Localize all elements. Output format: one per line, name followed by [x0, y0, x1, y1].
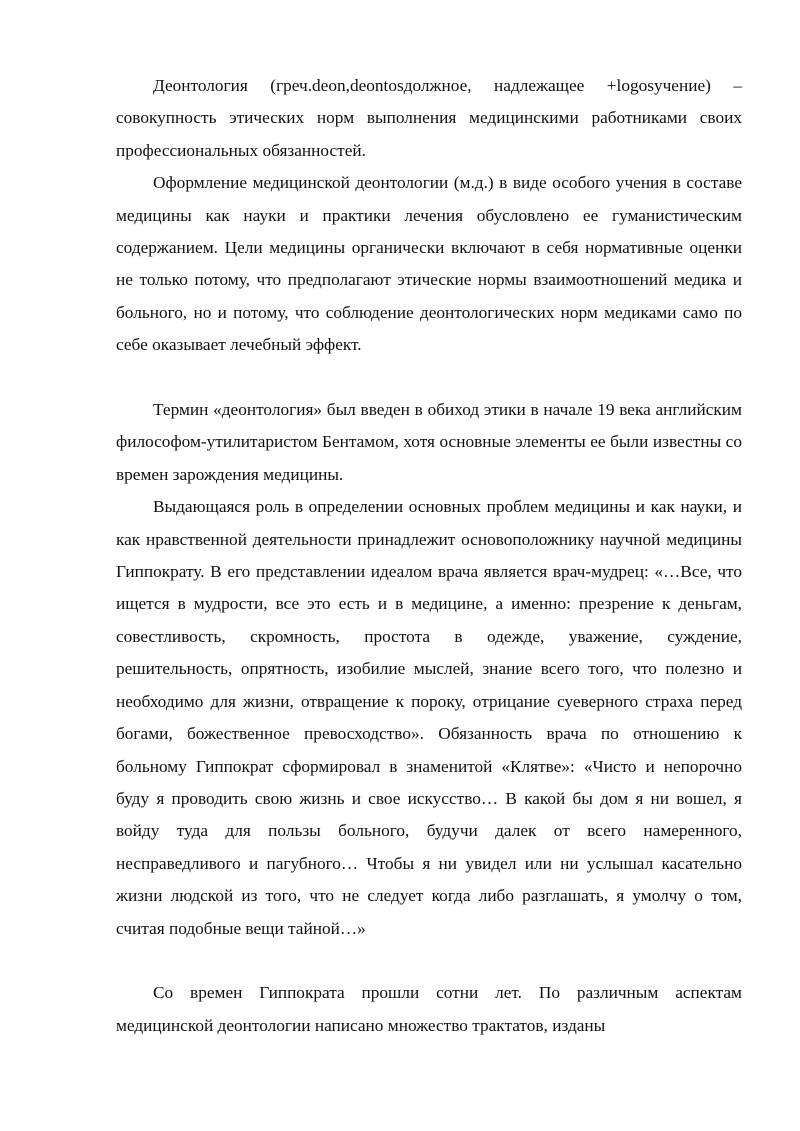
paragraph-formation: Оформление медицинской деонтологии (м.д.) в виде особого учения в составе медицины как науки и практики лечения обусловлено ее гуманистическим содержанием. Цели медицины органически включают в себя нормативные оценки не только потому, что предполагают этические нормы взаимоотношений медика и больного, но и потому, что соблюдение деонтологических норм медиками само по себе оказывает лечебный эффект. — [116, 173, 742, 355]
paragraph-definition: Деонтология (греч.deon,deontosдолжное, надлежащее +logosучение) – совокупность этических норм выполнения медицинскими работниками своих профессиональных обязанностей. — [116, 76, 742, 160]
paragraph-hippocrates: Выдающаяся роль в определении основных проблем медицины и как науки, и как нравственной деятельности принадлежит основоположнику научной медицины Гиппократу. В его представлении идеалом врача является врач-мудрец: «…Все, что ищется в мудрости, все это есть и в медицине, а именно: презрение к деньгам, совестливость, скромность, простота в одежде, уважение, суждение, решительность, опрятность, изобилие мыслей, знание всего того, что полезно и необходимо для жизни, отвращение к пороку, отрицание суеверного страха перед богами, божественное превосходство». Обязанность врача по отношению к больному Гиппократ сформировал в знаменитой «Клятве»: «Чисто и непорочно буду я проводить свою жизнь и свое искусство… В какой бы дом я ни вошел, я войду туда для пользы больного, будучи далек от всего намеренного, несправедливого и пагубного… Чтобы я ни увидел или ни услышал касательно жизни людской из того, что не следует когда либо разглашать, я умолчу о том, считая подобные вещи тайной…» — [116, 497, 742, 938]
body-text — [116, 70, 742, 1042]
paragraph-term-origin: Термин «деонтология» был введен в обиход этики в начале 19 века английским философом-утилитаристом Бентамом, хотя основные элементы ее были известны со времен зарождения медицины. — [116, 400, 742, 484]
paragraph-since-hippocrates: Со времен Гиппократа прошли сотни лет. По различным аспектам медицинской деонтологии написано множество трактатов, изданы — [116, 983, 742, 1035]
